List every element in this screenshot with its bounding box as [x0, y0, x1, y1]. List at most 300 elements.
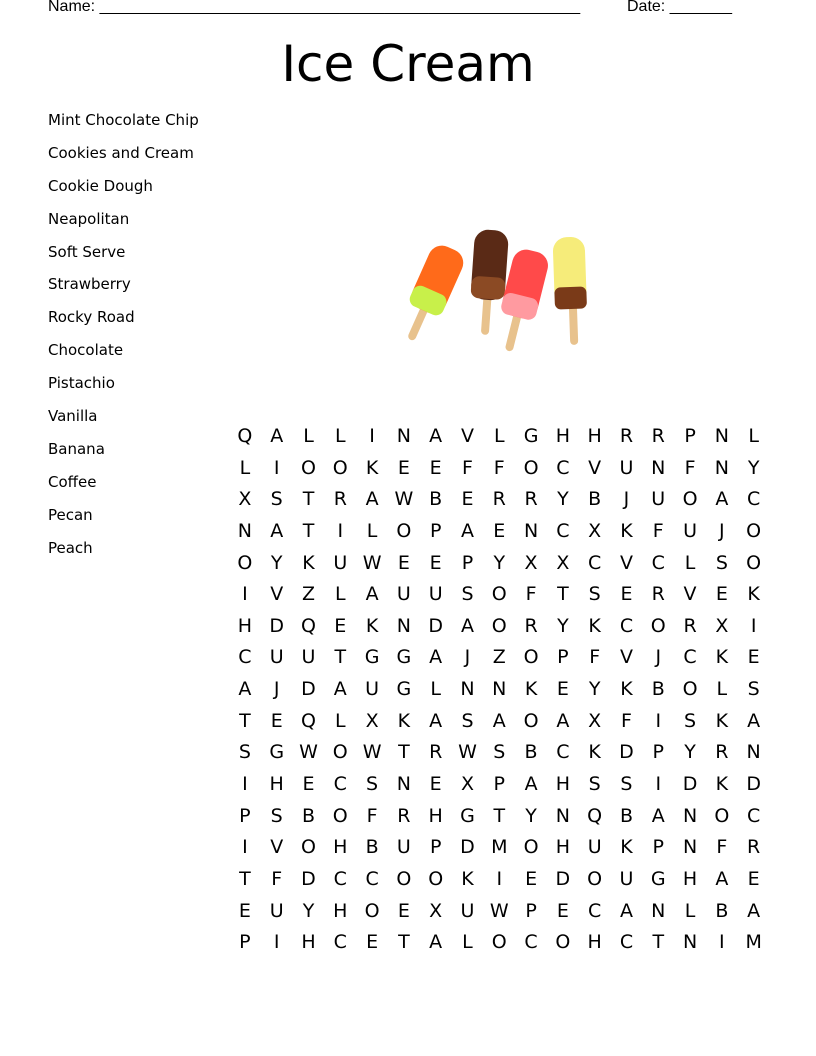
grid-letter: P [652, 741, 664, 764]
grid-letter: I [655, 773, 662, 796]
grid-letter: V [270, 836, 284, 859]
grid-row [229, 677, 770, 709]
grid-letter: U [651, 488, 666, 511]
grid-letter: L [748, 425, 759, 447]
grid-letter: Y [747, 456, 760, 479]
grid-letter: E [620, 583, 633, 606]
grid-letter: C [333, 773, 347, 796]
grid-letter: Y [557, 614, 569, 637]
grid-letter: T [557, 583, 569, 606]
grid-letter: N [396, 773, 411, 796]
grid-letter: O [332, 456, 348, 479]
grid-row [229, 709, 770, 741]
grid-letter: K [715, 646, 729, 669]
grid-letter: Q [587, 804, 603, 827]
grid-letter: A [429, 425, 443, 447]
grid-letter: V [460, 425, 474, 447]
grid-letter: S [366, 773, 379, 796]
grid-letter: A [556, 709, 570, 732]
grid-letter: R [397, 804, 411, 827]
grid-letter: N [746, 741, 761, 764]
grid-letter: B [524, 741, 538, 764]
grid-letter: W [299, 741, 318, 764]
grid-letter: W [489, 899, 509, 922]
word-list-item: Banana [48, 439, 105, 458]
grid-row [229, 456, 770, 488]
word-list-item: Chocolate [48, 341, 124, 360]
word-search-grid [229, 424, 770, 962]
grid-letter: W [458, 741, 477, 764]
grid-letter: U [428, 583, 443, 606]
grid-letter: F [652, 519, 664, 542]
grid-letter: N [682, 836, 698, 859]
grid-letter: E [366, 931, 379, 954]
grid-letter: X [238, 488, 252, 511]
grid-letter: O [491, 583, 507, 606]
word-list-item: Pecan [48, 505, 93, 524]
grid-letter: N [460, 678, 475, 701]
grid-letter: Y [302, 899, 315, 922]
grid-letter: R [747, 836, 761, 859]
grid-letter: O [237, 551, 253, 574]
grid-letter: G [269, 741, 285, 764]
grid-letter: U [460, 899, 475, 922]
grid-letter: O [301, 836, 316, 859]
grid-letter: A [460, 614, 474, 637]
grid-letter: D [269, 614, 285, 637]
grid-letter: D [619, 741, 634, 764]
grid-letter: E [493, 519, 506, 542]
grid-letter: C [333, 867, 347, 890]
grid-letter: O [364, 899, 380, 922]
word-list-item: Rocky Road [48, 308, 135, 327]
grid-row [229, 835, 770, 867]
grid-letter: A [715, 867, 729, 890]
word-list-item: Peach [48, 538, 93, 557]
grid-letter: R [524, 488, 538, 511]
grid-letter: L [334, 709, 346, 732]
grid-letter: H [682, 867, 698, 890]
grid-letter: U [683, 519, 698, 542]
grid-row [229, 772, 770, 804]
grid-letter: U [587, 836, 602, 859]
grid-letter: N [714, 456, 729, 479]
word-list-item: Cookies and Cream [48, 143, 194, 162]
grid-letter: P [493, 773, 505, 796]
grid-letter: F [493, 456, 505, 479]
grid-letter: O [523, 456, 539, 479]
grid-letter: Z [492, 646, 506, 669]
grid-letter: L [334, 583, 346, 606]
grid-letter: M [491, 836, 508, 859]
grid-row [229, 614, 770, 646]
grid-letter: K [715, 709, 729, 732]
grid-letter: R [651, 425, 665, 447]
grid-letter: V [619, 646, 633, 669]
grid-row [229, 424, 770, 456]
grid-letter: X [460, 773, 474, 796]
grid-letter: H [587, 425, 602, 447]
grid-letter: X [588, 709, 602, 732]
grid-letter: H [301, 931, 316, 954]
grid-row [229, 930, 770, 962]
grid-letter: E [270, 709, 283, 732]
grid-letter: N [237, 519, 252, 542]
grid-letter: D [301, 867, 316, 890]
grid-letter: X [429, 899, 443, 922]
grid-letter: T [493, 804, 506, 827]
grid-letter: F [684, 456, 696, 479]
grid-letter: E [429, 456, 442, 479]
grid-letter: C [524, 931, 538, 954]
grid-letter: B [619, 804, 633, 827]
grid-letter: K [588, 741, 601, 764]
grid-letter: X [715, 614, 729, 637]
grid-letter: H [428, 804, 443, 827]
grid-letter: T [302, 488, 315, 511]
grid-letter: N [714, 425, 729, 447]
grid-letter: E [747, 646, 760, 669]
grid-letter: O [555, 931, 571, 954]
grid-letter: M [745, 931, 762, 954]
grid-letter: K [524, 678, 538, 701]
grid-letter: W [362, 551, 382, 574]
grid-letter: N [523, 519, 539, 542]
grid-letter: H [333, 899, 348, 922]
grid-letter: F [525, 583, 537, 606]
grid-letter: Y [525, 804, 537, 827]
grid-letter: S [493, 741, 506, 764]
grid-letter: P [652, 836, 664, 859]
grid-letter: J [464, 646, 471, 669]
grid-letter: K [302, 551, 315, 574]
grid-letter: S [588, 583, 601, 606]
grid-letter: P [239, 931, 251, 954]
grid-letter: U [301, 646, 316, 669]
grid-letter: O [301, 456, 316, 479]
grid-letter: U [619, 867, 634, 890]
grid-letter: G [364, 646, 380, 669]
grid-letter: L [462, 931, 473, 954]
grid-letter: Y [684, 741, 696, 764]
grid-letter: E [397, 551, 410, 574]
grid-letter: E [556, 678, 569, 701]
grid-letter: S [588, 773, 601, 796]
grid-letter: Q [301, 614, 316, 637]
grid-letter: G [396, 646, 412, 669]
grid-row [229, 487, 770, 519]
grid-letter: S [715, 551, 728, 574]
grid-letter: C [238, 646, 252, 669]
grid-letter: F [271, 867, 283, 890]
grid-letter: O [523, 646, 539, 669]
grid-letter: W [394, 488, 414, 511]
grid-letter: C [747, 488, 761, 511]
grid-letter: Z [301, 583, 315, 606]
grid-letter: H [555, 836, 571, 859]
grid-letter: E [397, 899, 410, 922]
grid-letter: N [396, 614, 411, 637]
grid-letter: L [366, 519, 378, 542]
grid-letter: U [365, 678, 380, 701]
grid-letter: A [429, 709, 443, 732]
grid-letter: B [651, 678, 665, 701]
word-list-item: Cookie Dough [48, 176, 153, 195]
grid-letter: D [682, 773, 698, 796]
grid-letter: K [620, 836, 633, 859]
grid-letter: S [238, 741, 251, 764]
grid-letter: A [460, 519, 474, 542]
grid-letter: S [270, 804, 283, 827]
grid-letter: G [396, 678, 412, 701]
grid-letter: R [683, 614, 697, 637]
grid-letter: V [683, 583, 697, 606]
grid-letter: A [365, 488, 379, 511]
grid-letter: S [747, 678, 760, 701]
grid-letter: A [365, 583, 379, 606]
grid-letter: T [239, 709, 251, 732]
grid-letter: E [747, 867, 760, 890]
grid-letter: I [242, 773, 248, 796]
grid-letter: O [491, 614, 507, 637]
grid-letter: O [587, 867, 603, 890]
grid-row [229, 804, 770, 836]
grid-letter: N [492, 678, 507, 701]
grid-letter: D [428, 614, 443, 637]
grid-letter: N [555, 804, 570, 827]
grid-letter: A [429, 931, 443, 954]
grid-letter: A [747, 709, 761, 732]
grid-row [229, 645, 770, 677]
grid-letter: A [651, 804, 665, 827]
grid-letter: H [555, 773, 571, 796]
grid-letter: B [301, 804, 316, 827]
grid-letter: U [333, 551, 348, 574]
grid-letter: F [620, 709, 632, 732]
grid-letter: A [619, 899, 633, 922]
word-list-item: Pistachio [48, 374, 115, 393]
grid-letter: R [619, 425, 634, 447]
grid-letter: R [333, 488, 347, 511]
grid-letter: B [365, 836, 379, 859]
grid-letter: U [269, 646, 284, 669]
grid-letter: D [460, 836, 475, 859]
grid-letter: P [429, 519, 442, 542]
grid-letter: A [492, 709, 506, 732]
grid-letter: I [719, 931, 725, 954]
page-title: Ice Cream [281, 35, 535, 93]
grid-letter: K [620, 519, 633, 542]
grid-letter: I [273, 456, 280, 479]
grid-letter: U [396, 583, 411, 606]
grid-letter: C [588, 551, 602, 574]
grid-letter: G [460, 804, 475, 827]
grid-letter: J [719, 519, 725, 542]
grid-letter: I [496, 867, 503, 890]
grid-letter: T [652, 931, 665, 954]
grid-letter: P [684, 425, 696, 447]
grid-letter: B [588, 488, 602, 511]
grid-letter: H [269, 773, 284, 796]
grid-letter: E [238, 899, 251, 922]
grid-letter: U [619, 456, 634, 479]
grid-letter: E [525, 867, 538, 890]
grid-letter: E [556, 899, 569, 922]
grid-letter: C [651, 551, 665, 574]
grid-letter: B [715, 899, 729, 922]
grid-letter: A [270, 425, 284, 447]
grid-letter: C [619, 931, 634, 954]
grid-letter: H [237, 614, 253, 637]
grid-letter: O [714, 804, 730, 827]
word-list-item: Vanilla [48, 407, 98, 426]
grid-letter: C [619, 614, 634, 637]
grid-letter: I [242, 836, 248, 859]
grid-letter: K [747, 583, 760, 606]
grid-letter: P [557, 646, 569, 669]
grid-letter: L [684, 899, 696, 922]
grid-row [229, 551, 770, 583]
grid-letter: B [429, 488, 443, 511]
grid-letter: I [750, 614, 757, 637]
grid-letter: A [747, 899, 761, 922]
grid-letter: S [684, 709, 697, 732]
grid-row [229, 740, 770, 772]
grid-letter: O [523, 709, 539, 732]
grid-letter: P [429, 836, 442, 859]
grid-letter: R [651, 583, 665, 606]
grid-letter: C [556, 456, 570, 479]
grid-letter: K [620, 678, 633, 701]
grid-letter: L [684, 551, 696, 574]
grid-letter: L [430, 678, 441, 701]
grid-letter: F [716, 836, 728, 859]
grid-letter: C [747, 804, 761, 827]
grid-letter: N [651, 899, 666, 922]
grid-letter: A [270, 519, 284, 542]
grid-letter: E [334, 614, 347, 637]
grid-letter: C [683, 646, 697, 669]
grid-letter: E [429, 773, 442, 796]
grid-letter: C [365, 867, 379, 890]
word-list-item: Neapolitan [48, 209, 130, 228]
grid-row [229, 899, 770, 931]
grid-letter: D [555, 867, 571, 890]
grid-letter: S [270, 488, 283, 511]
grid-letter: D [301, 678, 316, 701]
grid-letter: J [273, 678, 280, 701]
grid-letter: O [332, 741, 348, 764]
grid-letter: O [650, 614, 666, 637]
grid-letter: L [716, 678, 728, 701]
grid-letter: N [651, 456, 666, 479]
grid-letter: Y [270, 551, 283, 574]
grid-letter: C [556, 519, 570, 542]
grid-letter: S [461, 709, 474, 732]
word-list-item: Soft Serve [48, 242, 126, 261]
grid-letter: U [396, 836, 411, 859]
grid-letter: S [620, 773, 633, 796]
grid-letter: R [715, 741, 729, 764]
word-list-item: Mint Chocolate Chip [48, 111, 199, 129]
word-list-item: Coffee [48, 472, 97, 491]
grid-letter: I [337, 519, 344, 542]
grid-letter: N [682, 931, 698, 954]
grid-letter: R [492, 488, 506, 511]
name-field: Name: ______________________________________________________ [48, 0, 581, 15]
grid-letter: A [715, 488, 729, 511]
grid-letter: E [302, 773, 315, 796]
grid-row [229, 582, 770, 614]
grid-letter: X [588, 519, 602, 542]
grid-letter: H [587, 931, 602, 954]
grid-letter: W [362, 741, 382, 764]
grid-letter: I [273, 931, 280, 954]
grid-letter: K [365, 456, 379, 479]
grid-letter: O [428, 867, 444, 890]
grid-letter: T [239, 867, 251, 890]
grid-letter: I [655, 709, 662, 732]
grid-letter: O [682, 678, 698, 701]
grid-letter: F [366, 804, 378, 827]
grid-letter: S [461, 583, 474, 606]
grid-letter: P [239, 804, 251, 827]
grid-letter: O [682, 488, 698, 511]
grid-letter: O [491, 931, 507, 954]
grid-letter: J [655, 646, 662, 669]
ice-pops-illustration [395, 225, 595, 355]
grid-letter: J [623, 488, 630, 511]
grid-row [229, 519, 770, 551]
grid-letter: V [270, 583, 284, 606]
grid-letter: P [525, 899, 537, 922]
grid-letter: O [523, 836, 539, 859]
grid-letter: O [396, 867, 412, 890]
grid-letter: O [396, 519, 412, 542]
grid-letter: E [397, 456, 410, 479]
grid-letter: H [555, 425, 571, 447]
grid-letter: G [650, 867, 666, 890]
grid-letter: T [398, 741, 410, 764]
grid-letter: X [556, 551, 570, 574]
grid-letter: T [302, 519, 315, 542]
grid-letter: L [334, 425, 346, 447]
grid-letter: I [369, 425, 375, 447]
word-list-item: Strawberry [48, 275, 131, 294]
grid-letter: K [397, 709, 411, 732]
grid-letter: P [461, 551, 474, 574]
grid-letter: Y [557, 488, 569, 511]
grid-letter: Q [237, 425, 253, 447]
grid-letter: A [524, 773, 538, 796]
grid-letter: Q [301, 709, 316, 732]
word-list [48, 110, 199, 570]
grid-letter: G [523, 425, 539, 447]
grid-letter: K [461, 867, 474, 890]
grid-letter: L [239, 456, 251, 479]
grid-letter: I [242, 583, 248, 606]
grid-letter: K [588, 614, 601, 637]
grid-letter: T [334, 646, 347, 669]
grid-letter: F [589, 646, 601, 669]
grid-letter: V [619, 551, 633, 574]
grid-letter: T [398, 931, 410, 954]
grid-letter: D [746, 773, 761, 796]
grid-letter: R [429, 741, 443, 764]
grid-letter: N [396, 425, 411, 447]
grid-letter: O [332, 804, 348, 827]
grid-letter: Y [493, 551, 506, 574]
